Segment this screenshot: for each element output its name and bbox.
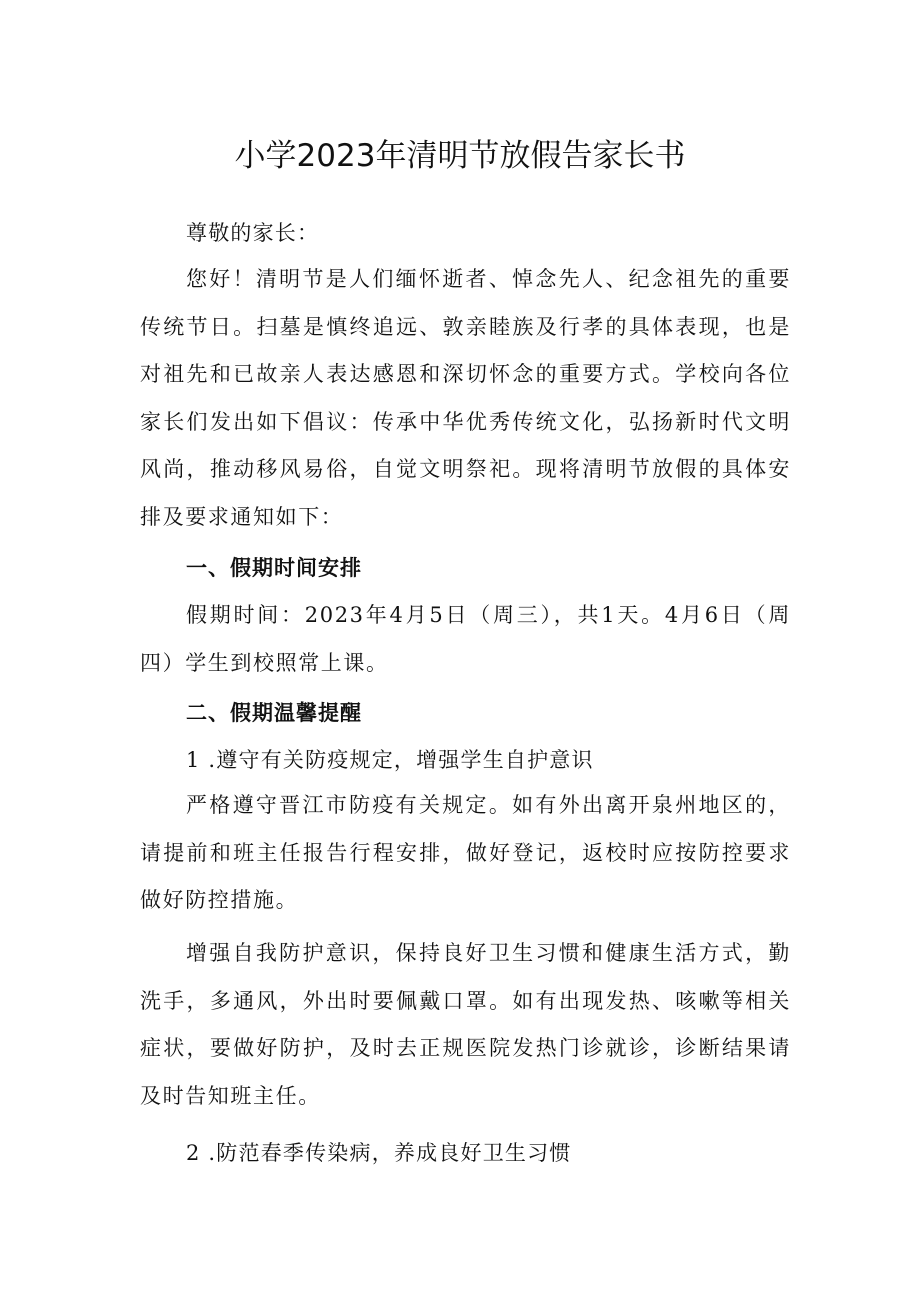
reminder-item-title-1: 1 .遵守有关防疫规定，增强学生自护意识 — [186, 748, 594, 772]
document-title: 小学2023年清明节放假告家长书 — [234, 138, 686, 174]
self-protection-paragraph: 增强自我防护意识，保持良好卫生习惯和健康生活方式，勤洗手，多通风，外出时要佩戴口罩。如有出现发热、咳嗽等相关症状，要做好防护，及时去正规医院发热门诊就诊，诊断结果请及时告知班主任。 — [140, 941, 791, 1108]
reminder-item-title-2: 2 .防范春季传染病，养成良好卫生习惯 — [186, 1141, 572, 1165]
section-heading-schedule: 一、假期时间安排 — [186, 556, 362, 580]
salutation: 尊敬的家长： — [186, 221, 320, 245]
epidemic-rules-paragraph: 严格遵守晋江市防疫有关规定。如有外出离开泉州地区的，请提前和班主任报告行程安排，做好登记，返校时应按防控要求做好防控措施。 — [140, 793, 791, 912]
section-heading-reminders: 二、假期温馨提醒 — [186, 701, 362, 725]
holiday-schedule-paragraph: 假期时间：2023年4月5日（周三），共1天。4月6日（周四）学生到校照常上课。 — [140, 603, 791, 675]
intro-paragraph: 您好！清明节是人们缅怀逝者、悼念先人、纪念祖先的重要传统节日。扫墓是慎终追远、敦亲睦族及行孝的具体表现，也是对祖先和已故亲人表达感恩和深切怀念的重要方式。学校向各位家长们发出如下倡议：传承中华优秀传统文化，弘扬新时代文明风尚，推动移风易俗，自觉文明祭祀。现将清明节放假的具体安排及要求通知如下： — [140, 267, 791, 529]
